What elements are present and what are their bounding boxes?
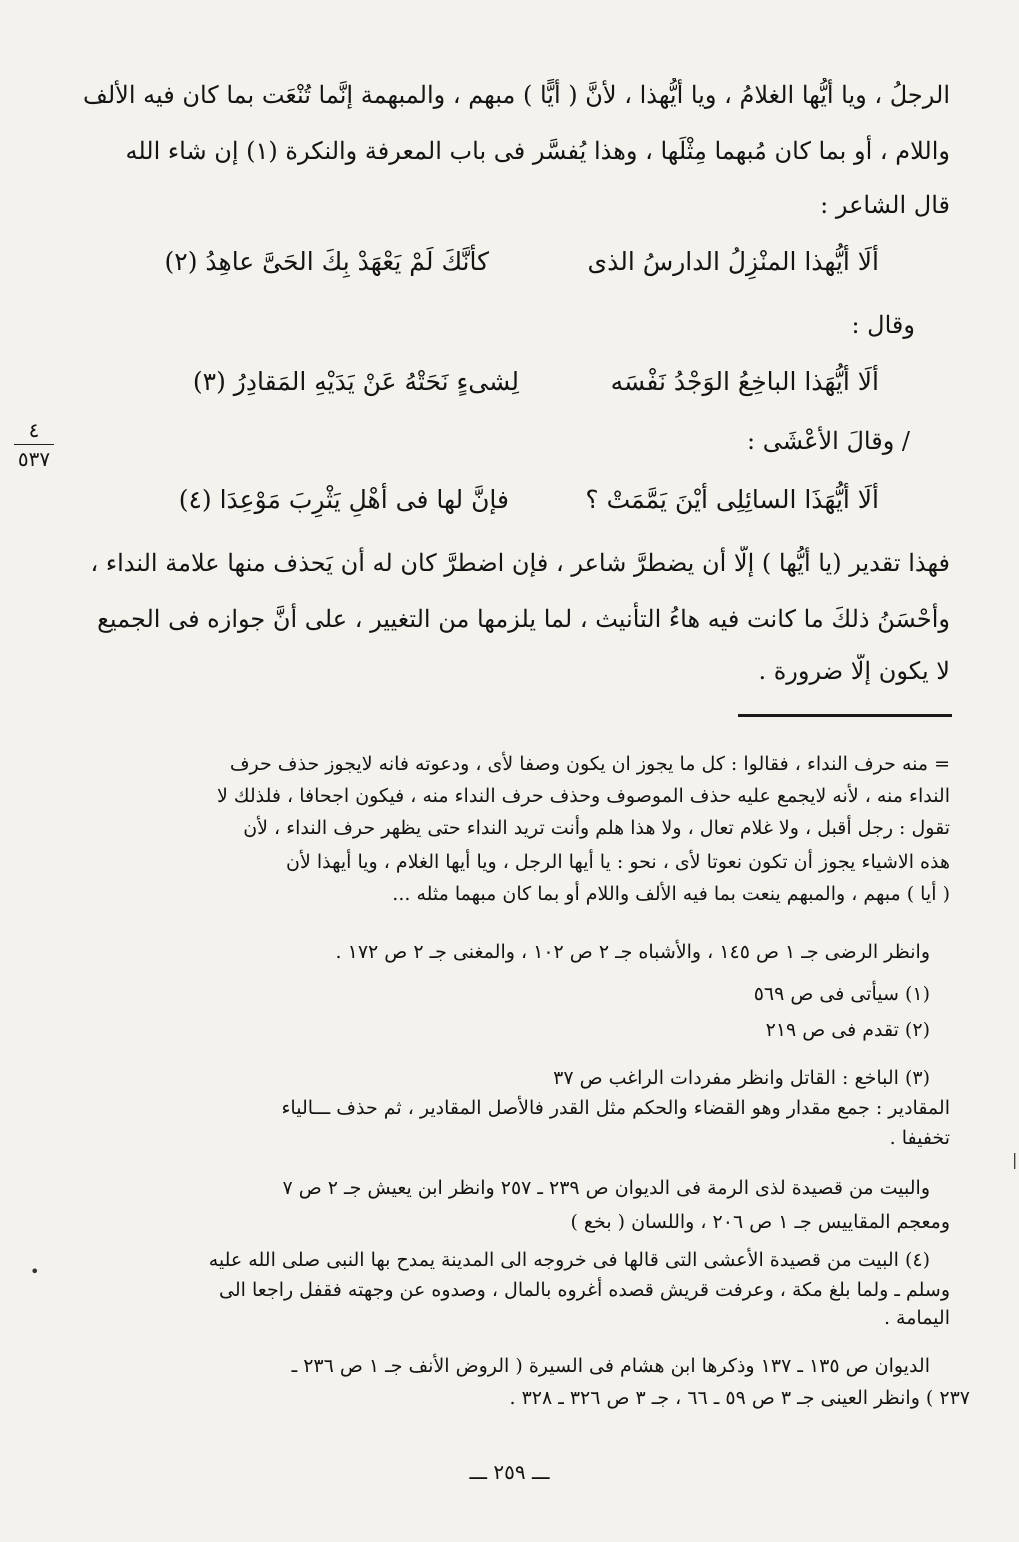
verse-intro: / وقالَ الأعْشَى : [747,427,910,455]
footnote-1: (١) سيأتى فى ص ٥٦٩ [753,983,930,1005]
main-text-line: فهذا تقدير (يا أيُّها ) إلَّا أن يضطرَّ شاعر ، فإن اضطرَّ كان له أن يَحذف منها علامة النداء ، [90,549,950,577]
footnote-4-line: الديوان ص ١٣٥ ـ ١٣٧ وذكرها ابن هشام فى السيرة ( الروض الأنف جـ ١ ص ٢٣٦ ـ [291,1355,930,1377]
verse-hemistich-second: كأنَّكَ لَمْ يَعْهَدْ بِكَ الحَىَّ عاهِدُ (٢) [164,247,489,276]
footnote-4-line: (٤) البيت من قصيدة الأعشى التى قالها فى خروجه الى المدينة يمدح بها النبى صلى الله عليه [208,1249,930,1271]
margin-ref-divider [14,444,54,445]
footnote-line: النداء منه ، لأنه لايجمع عليه حذف الموصوف وحذف حرف النداء منه ، فيكون اجحافا ، فلذلك لا [216,785,950,807]
footnote-2: (٢) تقدم فى ص ٢١٩ [765,1019,930,1041]
verse-hemistich-first: ألَا أيُّهَذَا السائِلِى أيْنَ يَمَّمَتْ ؟ [585,485,879,514]
main-text-line: الرجلُ ، ويا أيُّها الغلامُ ، ويا أيُّهذا ، لأنَّ ( أيًّا ) مبهم ، والمبهمة إنَّما تُنْعَت بما كان فيه الألف [83,81,950,109]
main-text-line: قال الشاعر : [820,191,950,219]
footnote-line: وانظر الرضى جـ ١ ص ١٤٥ ، والأشباه جـ ٢ ص ١٠٢ ، والمغنى جـ ٢ ص ١٧٢ . [335,941,930,963]
scan-speck: | [1012,1150,1018,1169]
main-text-line: واللام ، أو بما كان مُبهما مِثْلَها ، وهذا يُفسَّر فى باب المعرفة والنكرة (١) إن شاء الله [125,137,950,165]
scan-speck: • [30,1262,40,1281]
margin-page-reference [10,418,58,471]
footnote-line: هذه الاشياء يجوز أن تكون نعوتا لأى ، نحو : يا أيها الرجل ، ويا أيها الغلام ، ويا أيهذا لأن [286,851,950,873]
margin-ref-bottom: ٥٣٧ [17,447,51,471]
footnote-3-line: والبيت من قصيدة لذى الرمة فى الديوان ص ٢٣٩ ـ ٢٥٧ وانظر ابن يعيش جـ ٢ ص ٧ [282,1177,930,1199]
footnote-3-line: تخفيفا . [889,1127,950,1149]
verse-hemistich-first: ألَا أيُّهذا المنْزِلُ الدارسُ الذى [587,247,879,276]
verse-intro: وقال : [851,311,915,339]
margin-ref-top: ٤ [28,418,40,442]
footnote-3-line: (٣) الباخع : القاتل وانظر مفردات الراغب ص ٣٧ [553,1067,930,1089]
footnote-4-line: اليمامة . [883,1307,950,1329]
page-number: ـــ ٢٥٩ ـــ [469,1460,550,1484]
verse-hemistich-second: فإنَّ لها فى أهْلِ يَثْرِبَ مَوْعِدَا (٤) [178,485,509,514]
footnote-line: ( أيا ) مبهم ، والمبهم ينعت بما فيه الألف واللام أو بما كان مبهما مثله ... [392,883,950,905]
verse-hemistich-first: ألَا أيُّهَذا الباخِعُ الوَجْدُ نَفْسَه [610,367,879,396]
footnote-4-line: ٢٣٧ ) وانظر العينى جـ ٣ ص ٥٩ ـ ٦٦ ، جـ ٣ ص ٣٢٦ ـ ٣٢٨ . [509,1387,970,1409]
footnote-line: = منه حرف النداء ، فقالوا : كل ما يجوز ان يكون وصفا لأى ، ودعوته فانه لايجوز حذف حرف [229,753,950,775]
footnote-3-line: المقادير : جمع مقدار وهو القضاء والحكم مثل القدر فالأصل المقادير ، ثم حذف ـــالياء [281,1097,950,1119]
footnote-4-line: وسلم ـ ولما بلغ مكة ، وعرفت قريش قصده أغروه بالمال ، وصدوه عن وجهته فقفل راجعا الى [219,1279,950,1301]
footnote-3-line: ومعجم المقاييس جـ ١ ص ٢٠٦ ، واللسان ( بخع ) [570,1211,950,1233]
footnote-separator [738,714,952,717]
main-text-line: لا يكون إلَّا ضرورة . [758,657,950,685]
footnote-line: تقول : رجل أقبل ، ولا غلام تعال ، ولا هذا هلم وأنت تريد النداء حتى يظهر حرف النداء ، لأن [243,817,950,839]
verse-hemistich-second: لِشىءٍ نَحَتْهُ عَنْ يَدَيْهِ المَقادِرُ (٣) [192,367,519,396]
main-text-line: وأحْسَنُ ذلكَ ما كانت فيه هاءُ التأنيث ، لما يلزمها من التغيير ، على أنَّ جوازه فى الجميع [97,605,950,633]
